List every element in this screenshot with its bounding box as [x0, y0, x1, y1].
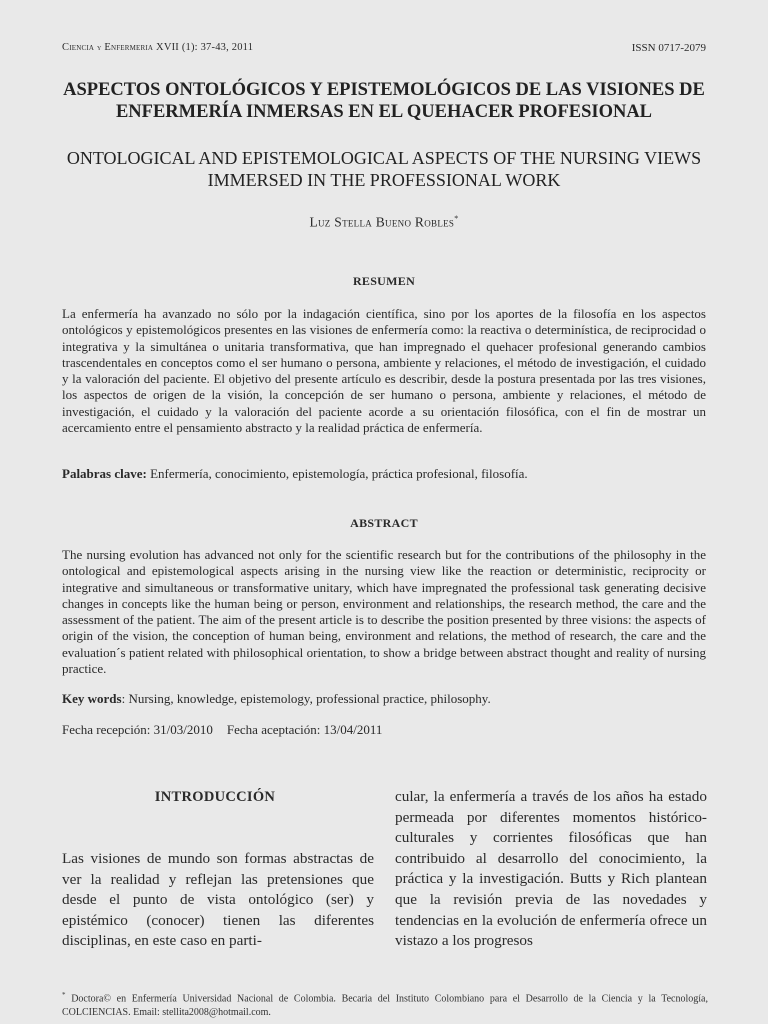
abstract-keywords: [62, 691, 706, 707]
intro-column-right: cular, la enfermería a través de los años ha estado permeada por diferentes momentos histórico-culturales y corrientes filosóficas que han contribuido al desarrollo del conocimiento, la práctica y la investigación. Butts y Rich plantean que la revisión previa de las novedades y tendencias en la evolución de enfermería ofrece un vistazo a los progresos: [395, 788, 707, 950]
resumen-body: La enfermería ha avanzado no sólo por la indagación científica, sino por los aportes de la filosofía en los aspectos ontológicos y epistemológicos presentes en las visiones de enfermería como: la reactiva o determinística, de reciprocidad o integrativa y la simultánea o unitaria transformativa, que han impregnado el quehacer profesional generando cambios trascendentales en conceptos como el ser humano o persona, ambiente y relaciones, el método de investigación, el cuidado y la valoración del paciente. El objetivo del presente artículo es describir, desde la postura presentada por las tres visiones, los aspectos de origen de la visión, la concepción de ser humano o persona, ambiente y relaciones, el método de investigación, el cuidado y la valoración del paciente acorde a su orientación filosófica, con el fin de mostrar un acercamiento entre el pensamiento abstracto y la realidad práctica de enfermería.: [62, 306, 706, 436]
abstract-body: The nursing evolution has advanced not only for the scientific research but for the contributions of the philosophy in the ontological and epistemological aspects arising in the nursing view like the reaction or deterministic, reciprocity or integrative and simultaneous or transformative unitary, which have impregnated the professional task generating decisive changes in concepts like the human being or person, environment and relationships, the research method, the care and the assessment of the patient. The aim of the present article is to describe the position presented by three visions: the aspects of origin of the vision, the conception of human being, environment and relations, the method of research, the care and the evaluation´s patient related with philosophical orientation, to show a bridge between abstract thought and reality of nursing practice.: [62, 547, 706, 677]
abstract-keywords-label: Key words: [62, 691, 122, 706]
title-spanish: ASPECTOS ONTOLÓGICOS Y EPISTEMOLÓGICOS DE LAS VISIONES DE ENFERMERÍA INMERSAS EN EL QUEHACER PROFESIONAL: [63, 80, 705, 122]
resumen-keywords: [62, 466, 706, 482]
article-dates: [62, 722, 382, 738]
author-name: Luz Stella Bueno Robles: [309, 214, 455, 230]
author: [0, 214, 768, 231]
journal-prefix: Ciencia: [62, 42, 95, 53]
footnote-text: Doctora© en Enfermería Universidad Nacional de Colombia. Becaria del Instituto Colombiano para el Desarrollo de la Ciencia y la Tecnología, COLCIENCIAS. Email: stellita2008@hotmail.com.: [62, 993, 708, 1019]
resumen-keywords-label: Palabras clave:: [62, 466, 147, 481]
title-english: ONTOLOGICAL AND EPISTEMOLOGICAL ASPECTS OF THE NURSING VIEWS IMMERSED IN THE PROFESSIONAL WORK: [66, 148, 702, 190]
issn: ISSN 0717-2079: [631, 42, 706, 54]
journal-conjunction: y: [96, 43, 102, 52]
author-footnote-mark: *: [454, 214, 459, 223]
accepted-date: Fecha aceptación: 13/04/2011: [226, 722, 383, 737]
resumen-heading: RESUMEN: [352, 274, 416, 288]
journal-volume: XVII (1): 37-43, 2011: [156, 42, 254, 53]
journal-citation: [62, 42, 253, 53]
abstract-keywords-list: : Nursing, knowledge, epistemology, professional practice, philosophy.: [121, 691, 491, 706]
introduccion-heading: INTRODUCCIÓN: [154, 789, 276, 805]
intro-column-left: Las visiones de mundo son formas abstractas de ver la realidad y reflejan las pretensiones que desde el punto de vista ontológico (ser) y epistémico (conocer) tienen las diferentes disciplinas, en este caso en parti-: [62, 850, 374, 950]
author-footnote: [62, 988, 708, 1020]
received-date: Fecha recepción: 31/03/2010: [62, 722, 213, 737]
resumen-keywords-list: Enfermería, conocimiento, epistemología, práctica profesional, filosofía.: [150, 466, 528, 481]
journal-name: Enfermeria: [104, 42, 154, 53]
abstract-heading: ABSTRACT: [350, 516, 418, 530]
footnote-mark: *: [62, 991, 66, 999]
